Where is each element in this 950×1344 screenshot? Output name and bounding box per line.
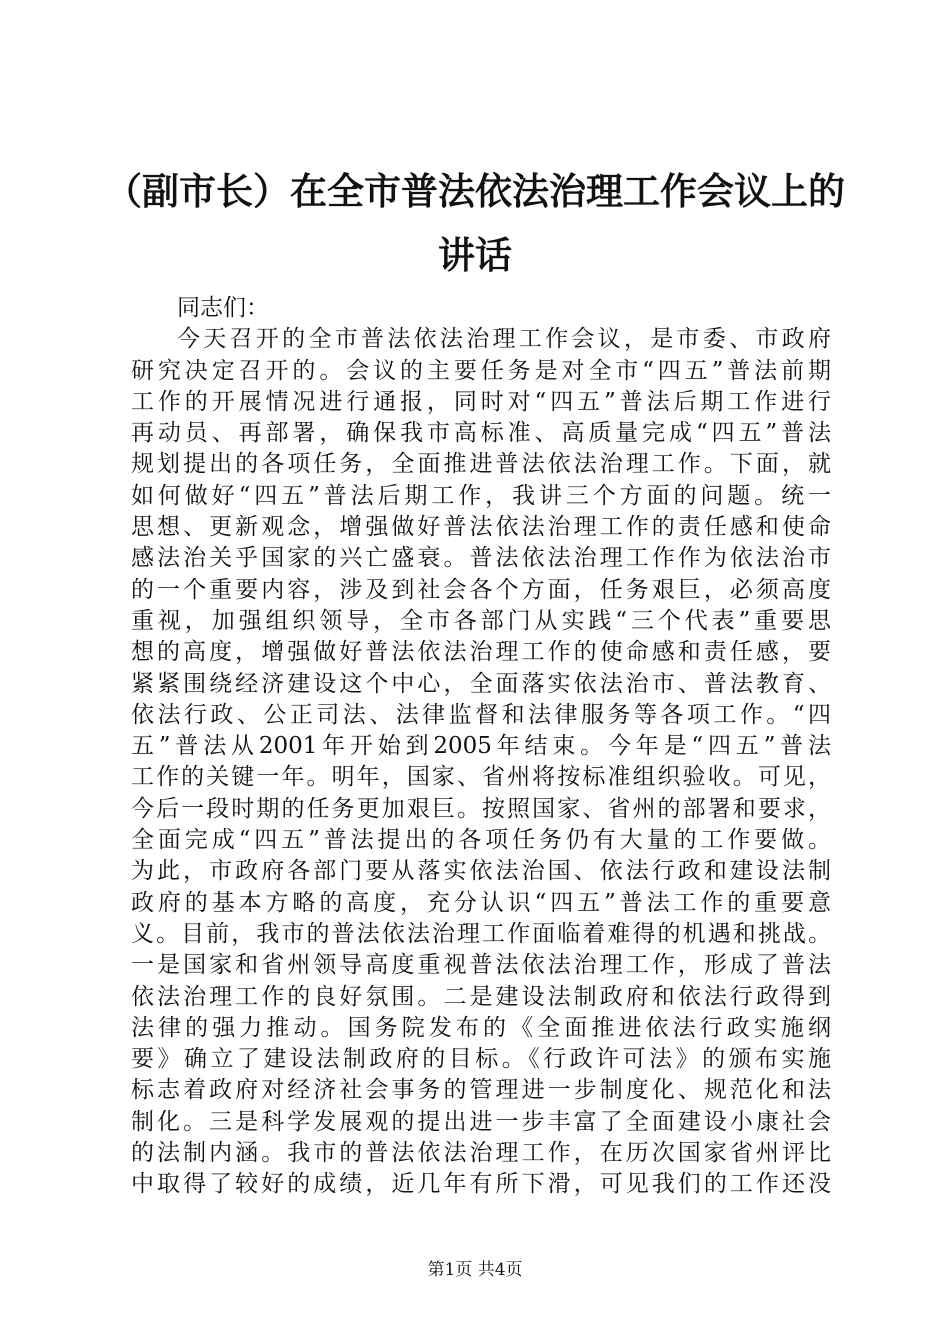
body-line: 今后一段时期的任务更加艰巨。按照国家、省州的部署和要求，: [131, 795, 831, 822]
body-line: 的法制内涵。我市的普法依法治理工作，在历次国家省州评比: [131, 1140, 831, 1167]
body-line: 紧紧围绕经济建设这个中心，全面落实依法治市、普法教育、: [131, 670, 831, 697]
body-line: 要》确立了建设法制政府的目标。《行政许可法》的颁布实施: [131, 1046, 831, 1073]
title-line-2: 讲话: [438, 234, 512, 277]
document-body: [131, 293, 831, 1201]
body-line: 研究决定召开的。会议的主要任务是对全市“四五”普法前期: [131, 357, 831, 384]
body-line: 五”普法从2001年开始到2005年结束。今年是“四五”普法: [131, 733, 831, 760]
body-line: 法律的强力推动。国务院发布的《全面推进依法行政实施纲: [131, 1014, 831, 1041]
body-line: 再动员、再部署，确保我市高标准、高质量完成“四五”普法: [131, 420, 831, 447]
body-line: 政府的基本方略的高度，充分认识“四五”普法工作的重要意: [131, 889, 831, 916]
body-line: 制化。三是科学发展观的提出进一步丰富了全面建设小康社会: [131, 1108, 831, 1135]
body-line: 为此，市政府各部门要从落实依法治国、依法行政和建设法制: [131, 858, 831, 885]
body-line: 一是国家和省州领导高度重视普法依法治理工作，形成了普法: [131, 952, 831, 979]
body-line: 的一个重要内容，涉及到社会各个方面，任务艰巨，必须高度: [131, 576, 831, 603]
body-line: 全面完成“四五”普法提出的各项任务仍有大量的工作要做。: [131, 827, 831, 854]
body-line: 重视，加强组织领导，全市各部门从实践“三个代表”重要思: [131, 607, 831, 634]
body-line: 工作的关键一年。明年，国家、省州将按标准组织验收。可见，: [131, 764, 831, 791]
body-line: 依法治理工作的良好氛围。二是建设法制政府和依法行政得到: [131, 983, 831, 1010]
body-line: 如何做好“四五”普法后期工作，我讲三个方面的问题。统一: [131, 482, 831, 509]
title-line-1: （副市长）在全市普法依法治理工作会议上的: [105, 170, 845, 213]
body-line: 义。目前，我市的普法依法治理工作面临着难得的机遇和挑战。: [131, 920, 831, 947]
body-line: 标志着政府对经济社会事务的管理进一步制度化、规范化和法: [131, 1077, 831, 1104]
salutation: 同志们：: [177, 295, 269, 321]
body-line: 思想、更新观念，增强做好普法依法治理工作的责任感和使命: [131, 514, 831, 541]
body-line: 规划提出的各项任务，全面推进普法依法治理工作。下面，就: [131, 451, 831, 478]
body-line: 中取得了较好的成绩，近几年有所下滑，可见我们的工作还没: [131, 1171, 831, 1198]
body-line: 今天召开的全市普法依法治理工作会议，是市委、市政府: [177, 326, 831, 353]
page-number-footer: 第1页 共4页: [427, 1260, 523, 1280]
document-title: [80, 160, 870, 288]
body-line: 想的高度，增强做好普法依法治理工作的使命感和责任感，要: [131, 639, 831, 666]
body-line: 工作的开展情况进行通报，同时对“四五”普法后期工作进行: [131, 388, 831, 415]
body-line: 感法治关乎国家的兴亡盛衰。普法依法治理工作作为依法治市: [131, 545, 831, 572]
body-line: 依法行政、公正司法、法律监督和法律服务等各项工作。“四: [131, 701, 831, 728]
